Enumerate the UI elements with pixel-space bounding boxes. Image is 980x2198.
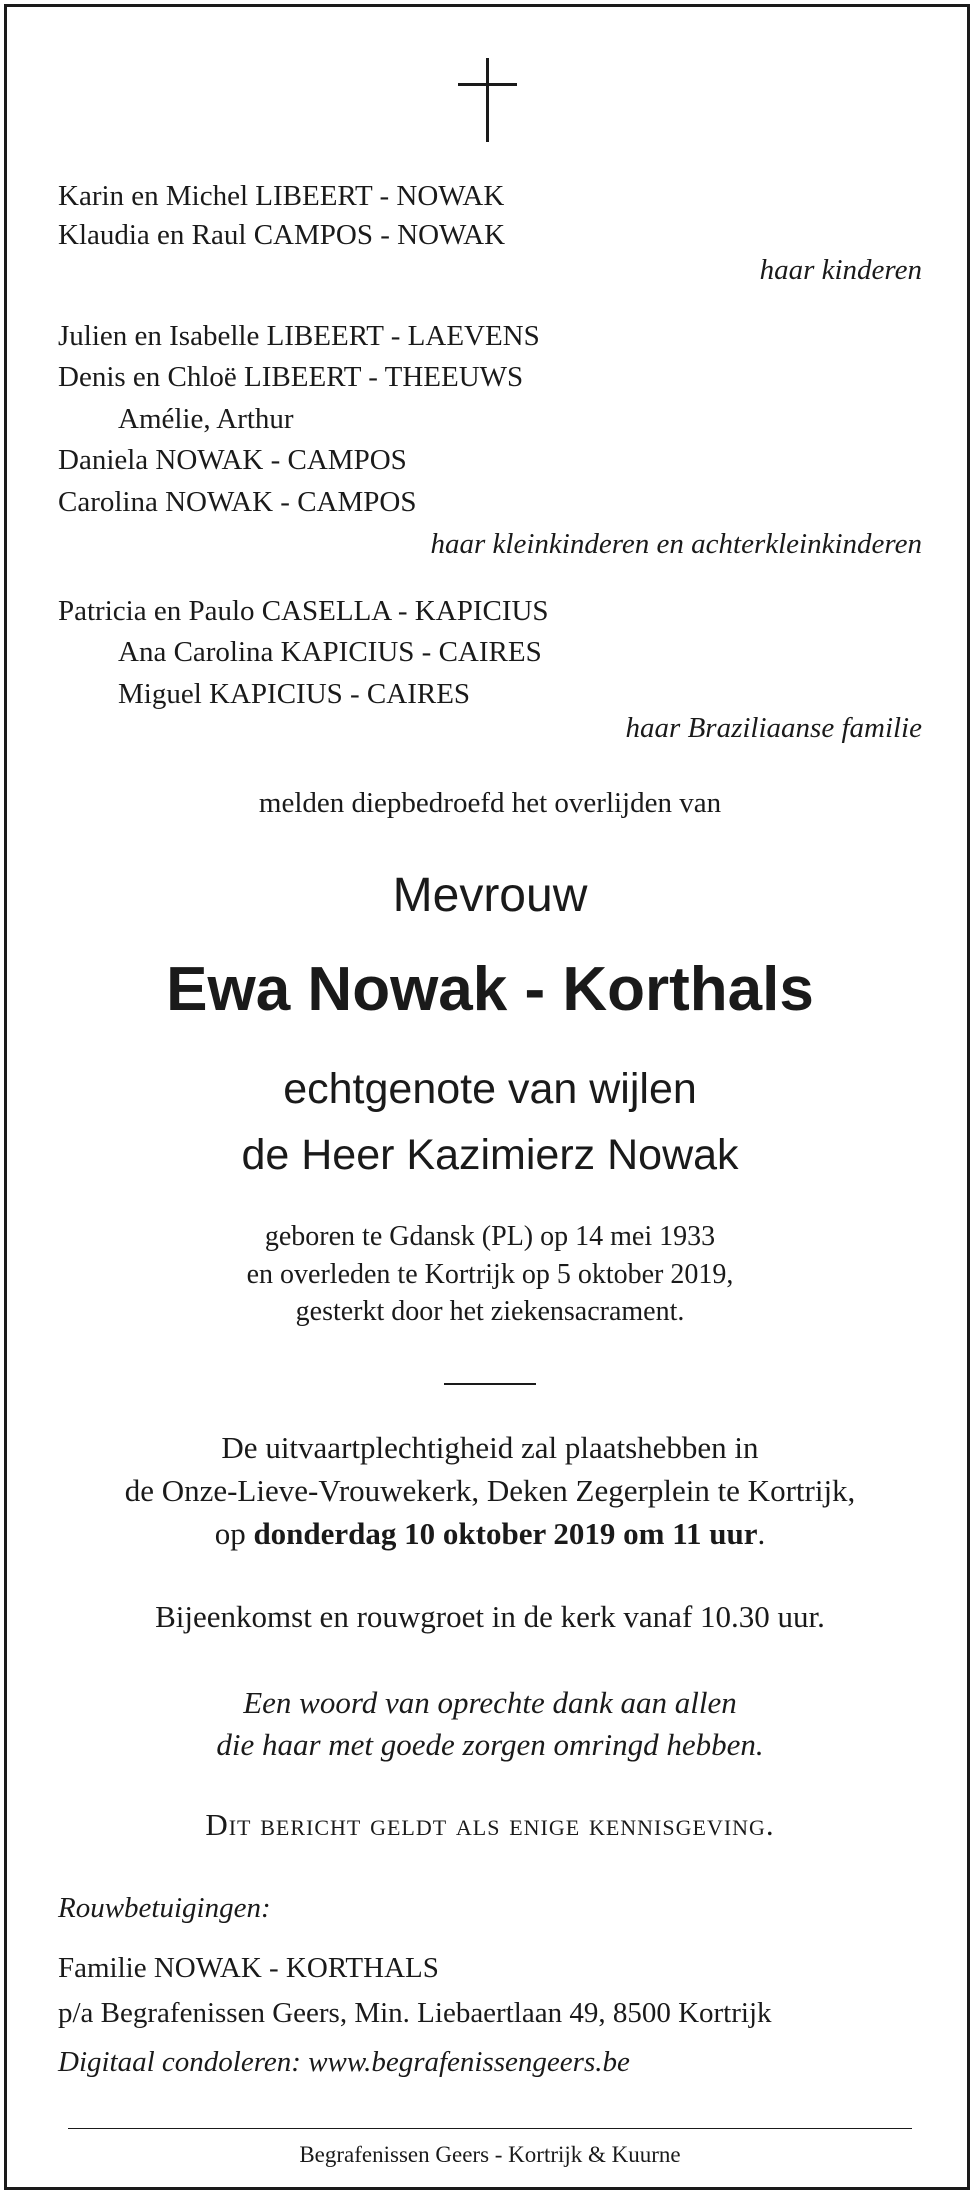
brazil-family-name-3: Miguel KAPICIUS - CAIRES	[118, 678, 471, 710]
condolences-family: Familie NOWAK - KORTHALS	[58, 1952, 439, 1984]
footer-divider	[68, 2128, 912, 2129]
funeral-line-2: de Onze-Lieve-Vrouwekerk, Deken Zegerplein te Kortrijk,	[124, 1473, 856, 1508]
deceased-name: Ewa Nowak - Korthals	[166, 955, 814, 1024]
footer-text: Begrafenissen Geers - Kortrijk & Kuurne	[299, 2142, 681, 2167]
section-divider	[444, 1383, 536, 1385]
funeral-date-line: op donderdag 10 oktober 2019 om 11 uur.	[214, 1516, 766, 1551]
thanks-line-2: die haar met goede zorgen omringd hebben.	[216, 1727, 764, 1762]
deceased-title: Mevrouw	[392, 869, 588, 922]
condolences-online: Digitaal condoleren: www.begrafenissengeers.be	[58, 2046, 630, 2078]
grandchildren-role: haar kleinkinderen en achterkleinkinderen	[430, 528, 922, 560]
grandchild-name-1: Julien en Isabelle LIBEERT - LAEVENS	[58, 320, 540, 352]
brazil-family-name-1: Patricia en Paulo CASELLA - KAPICIUS	[58, 595, 549, 627]
spouse-line-2: de Heer Kazimierz Nowak	[241, 1131, 739, 1179]
notice-text: Dit bericht geldt als enige kennisgeving.	[205, 1807, 775, 1842]
spouse-line-1: echtgenote van wijlen	[283, 1065, 697, 1113]
grandchild-name-2: Denis en Chloë LIBEERT - THEEUWS	[58, 361, 524, 393]
grandchild-name-3: Daniela NOWAK - CAMPOS	[58, 444, 407, 476]
children-role: haar kinderen	[759, 254, 922, 286]
great-grandchildren-names: Amélie, Arthur	[118, 403, 294, 435]
brazil-family-name-2: Ana Carolina KAPICIUS - CAIRES	[118, 636, 542, 668]
announcement-text: melden diepbedroefd het overlijden van	[258, 787, 722, 819]
condolences-address: p/a Begrafenissen Geers, Min. Liebaertlaan 49, 8500 Kortrijk	[58, 1997, 772, 2029]
child-name-2: Klaudia en Raul CAMPOS - NOWAK	[58, 219, 506, 251]
grandchild-name-4: Carolina NOWAK - CAMPOS	[58, 486, 417, 518]
child-name-1: Karin en Michel LIBEERT - NOWAK	[58, 180, 505, 212]
death-line: en overleden te Kortrijk op 5 oktober 2019,	[246, 1259, 734, 1290]
funeral-date: donderdag 10 oktober 2019 om 11 uur	[253, 1516, 758, 1551]
gathering-line: Bijeenkomst en rouwgroet in de kerk vanaf 10.30 uur.	[155, 1599, 825, 1634]
sacrament-line: gesterkt door het ziekensacrament.	[295, 1296, 685, 1327]
condolences-label: Rouwbetuigingen:	[58, 1892, 271, 1924]
birth-line: geboren te Gdansk (PL) op 14 mei 1933	[264, 1221, 716, 1252]
thanks-line-1: Een woord van oprechte dank aan allen	[243, 1685, 737, 1720]
funeral-line-1: De uitvaartplechtigheid zal plaatshebben in	[221, 1430, 759, 1465]
brazil-family-role: haar Braziliaanse familie	[625, 712, 922, 744]
